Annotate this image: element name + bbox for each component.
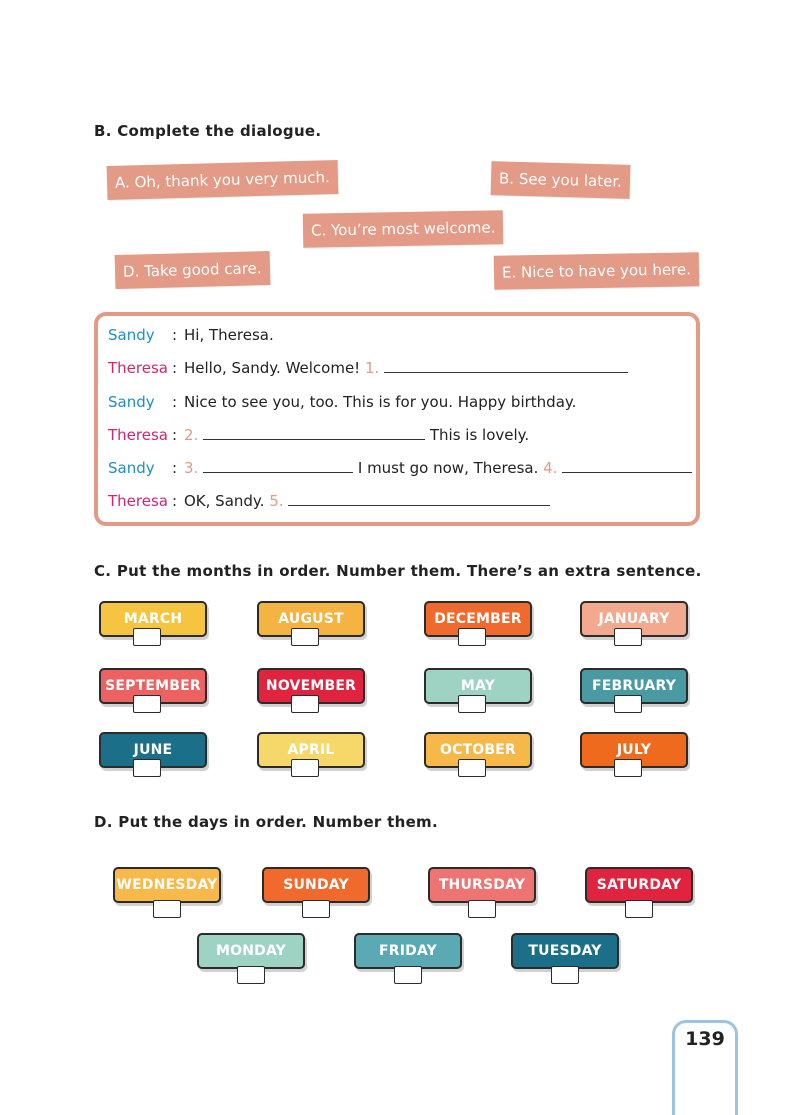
day-number-box[interactable] — [394, 966, 422, 984]
speaker-name: Sandy — [108, 393, 155, 411]
dialogue-line-1: Sandy : Hi, Theresa. — [108, 326, 274, 344]
blank-number: 2. — [184, 426, 199, 444]
dialogue-text: Nice to see you, too. This is for you. Happy birthday. — [184, 393, 577, 411]
month-number-box[interactable] — [133, 628, 161, 646]
day-tag: SUNDAY — [262, 867, 370, 903]
day-number-box[interactable] — [468, 900, 496, 918]
month-tag: OCTOBER — [424, 732, 532, 768]
answer-blank-3[interactable] — [203, 458, 353, 473]
option-b: B. See you later. — [491, 161, 631, 199]
speaker-name: Theresa — [108, 426, 168, 444]
dialogue-text: This is lovely. — [429, 426, 530, 444]
day-tag: FRIDAY — [354, 933, 462, 969]
answer-blank-5[interactable] — [288, 491, 550, 506]
dialogue-line-4: Theresa : 2. This is lovely. — [108, 426, 530, 444]
day-number-box[interactable] — [625, 900, 653, 918]
month-number-box[interactable] — [458, 759, 486, 777]
day-number-box[interactable] — [153, 900, 181, 918]
month-tag: DECEMBER — [424, 601, 532, 637]
day-number-box[interactable] — [302, 900, 330, 918]
month-number-box[interactable] — [133, 695, 161, 713]
month-number-box[interactable] — [458, 695, 486, 713]
option-d: D. Take good care. — [115, 251, 270, 289]
answer-blank-4[interactable] — [562, 458, 692, 473]
month-number-box[interactable] — [614, 759, 642, 777]
day-tag: THURSDAY — [428, 867, 536, 903]
month-number-box[interactable] — [458, 628, 486, 646]
month-number-box[interactable] — [133, 759, 161, 777]
speaker-name: Sandy — [108, 326, 155, 344]
section-b-title: B. Complete the dialogue. — [94, 122, 322, 140]
option-c: C. You’re most welcome. — [303, 210, 504, 247]
day-number-box[interactable] — [551, 966, 579, 984]
dialogue-line-6: Theresa : OK, Sandy. 5. — [108, 491, 550, 511]
month-tag: APRIL — [257, 732, 365, 768]
month-tag: JUNE — [99, 732, 207, 768]
blank-number: 4. — [543, 459, 558, 477]
blank-number: 3. — [184, 459, 199, 477]
month-tag: JULY — [580, 732, 688, 768]
dialogue-line-2: Theresa : Hello, Sandy. Welcome! 1. — [108, 358, 628, 378]
speaker-name: Theresa — [108, 492, 168, 510]
month-tag: MARCH — [99, 601, 207, 637]
page-number: 139 — [685, 1028, 725, 1050]
option-a: A. Oh, thank you very much. — [107, 160, 339, 200]
day-tag: MONDAY — [197, 933, 305, 969]
month-tag: SEPTEMBER — [99, 668, 207, 704]
day-tag: TUESDAY — [511, 933, 619, 969]
answer-blank-2[interactable] — [203, 425, 425, 440]
day-tag: SATURDAY — [585, 867, 693, 903]
blank-number: 5. — [269, 492, 284, 510]
answer-blank-1[interactable] — [384, 358, 628, 373]
day-number-box[interactable] — [237, 966, 265, 984]
month-number-box[interactable] — [291, 759, 319, 777]
speaker-name: Theresa — [108, 359, 168, 377]
dialogue-line-3: Sandy : Nice to see you, too. This is for you. Happy birthday. — [108, 393, 577, 411]
day-tag: WEDNESDAY — [113, 867, 221, 903]
month-tag: JANUARY — [580, 601, 688, 637]
dialogue-text: I must go now, Theresa. — [357, 459, 539, 477]
dialogue-text: Hello, Sandy. Welcome! — [184, 359, 361, 377]
month-tag: MAY — [424, 668, 532, 704]
option-e: E. Nice to have you here. — [494, 252, 700, 290]
month-number-box[interactable] — [614, 628, 642, 646]
dialogue-text: OK, Sandy. — [184, 492, 265, 510]
month-number-box[interactable] — [291, 628, 319, 646]
dialogue-text: Hi, Theresa. — [184, 326, 274, 344]
month-number-box[interactable] — [614, 695, 642, 713]
section-c-title: C. Put the months in order. Number them. There’s an extra sentence. — [94, 562, 702, 580]
month-tag: AUGUST — [257, 601, 365, 637]
month-number-box[interactable] — [291, 695, 319, 713]
dialogue-line-5: Sandy : 3. I must go now, Theresa. 4. — [108, 458, 692, 478]
speaker-name: Sandy — [108, 459, 155, 477]
section-d-title: D. Put the days in order. Number them. — [94, 813, 438, 831]
month-tag: FEBRUARY — [580, 668, 688, 704]
blank-number: 1. — [364, 359, 380, 377]
month-tag: NOVEMBER — [257, 668, 365, 704]
